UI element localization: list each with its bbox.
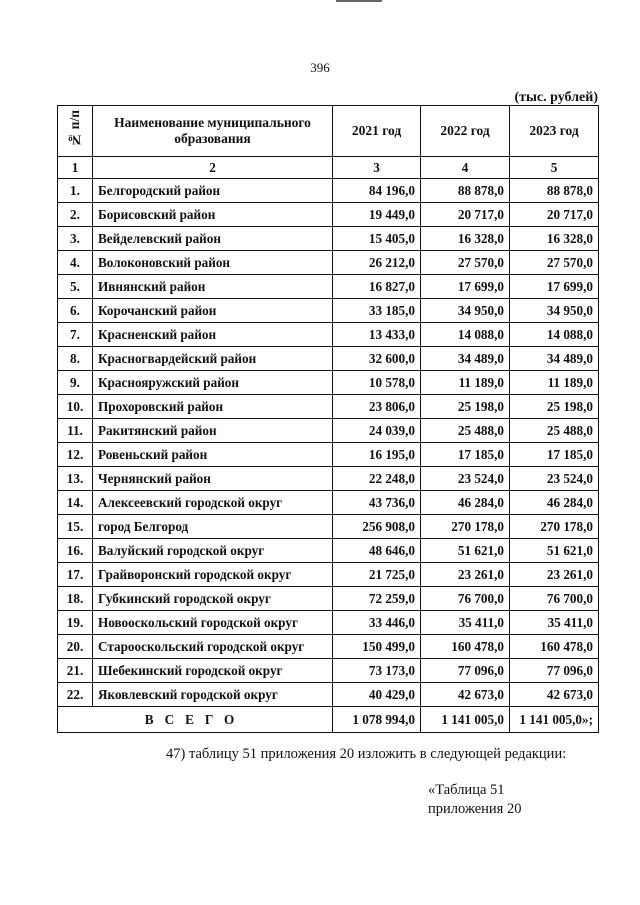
row-number: 9.: [58, 371, 93, 395]
value-2021: 84 196,0: [333, 179, 421, 203]
table-row: [58, 611, 599, 635]
value-2023: 42 673,0: [510, 683, 599, 707]
municipality-name: Алексеевский городской округ: [93, 491, 333, 515]
table-reference-line: «Таблица 51: [428, 782, 505, 798]
table-row: [58, 467, 599, 491]
municipality-name: Красногвардейский район: [93, 347, 333, 371]
value-2021: 150 499,0: [333, 635, 421, 659]
value-2022: 42 673,0: [421, 683, 510, 707]
value-2023: 17 185,0: [510, 443, 599, 467]
row-number: 14.: [58, 491, 93, 515]
value-2023: 35 411,0: [510, 611, 599, 635]
row-number: 5.: [58, 275, 93, 299]
table-row: [58, 227, 599, 251]
value-2022: 17 699,0: [421, 275, 510, 299]
value-2021: 24 039,0: [333, 419, 421, 443]
value-2021: 26 212,0: [333, 251, 421, 275]
value-2023: 25 488,0: [510, 419, 599, 443]
table-body: [58, 179, 599, 707]
value-2022: 160 478,0: [421, 635, 510, 659]
municipality-name: Корочанский район: [93, 299, 333, 323]
table-row: [58, 443, 599, 467]
value-2022: 16 328,0: [421, 227, 510, 251]
total-2023: 1 141 005,0»;: [510, 707, 599, 733]
row-number: 4.: [58, 251, 93, 275]
row-number: 8.: [58, 347, 93, 371]
table-row: [58, 299, 599, 323]
row-number: 21.: [58, 659, 93, 683]
value-2023: 76 700,0: [510, 587, 599, 611]
header-2022: 2022 год: [421, 106, 510, 157]
amendment-paragraph: 47) таблицу 51 приложения 20 изложить в следующей редакции:: [166, 746, 567, 762]
municipality-name: Новооскольский городской округ: [93, 611, 333, 635]
header-2023: 2023 год: [510, 106, 599, 157]
value-2021: 21 725,0: [333, 563, 421, 587]
municipality-name: Губкинский городской округ: [93, 587, 333, 611]
table-row: [58, 587, 599, 611]
value-2023: 46 284,0: [510, 491, 599, 515]
value-2022: 11 189,0: [421, 371, 510, 395]
total-label: ВСЕГО: [58, 707, 333, 733]
value-2021: 23 806,0: [333, 395, 421, 419]
column-number: 5: [510, 157, 599, 179]
value-2021: 72 259,0: [333, 587, 421, 611]
municipality-name: Волоконовский район: [93, 251, 333, 275]
value-2022: 46 284,0: [421, 491, 510, 515]
value-2021: 33 185,0: [333, 299, 421, 323]
row-number: 10.: [58, 395, 93, 419]
municipality-name: город Белгород: [93, 515, 333, 539]
value-2021: 22 248,0: [333, 467, 421, 491]
value-2021: 32 600,0: [333, 347, 421, 371]
value-2022: 20 717,0: [421, 203, 510, 227]
municipality-name: Прохоровский район: [93, 395, 333, 419]
units-label: (тыс. рублей): [514, 90, 598, 105]
table-row: [58, 323, 599, 347]
table-row: [58, 635, 599, 659]
value-2022: 76 700,0: [421, 587, 510, 611]
row-number: 22.: [58, 683, 93, 707]
row-number: 16.: [58, 539, 93, 563]
value-2023: 34 489,0: [510, 347, 599, 371]
column-numbers-row: [58, 157, 599, 179]
value-2022: 14 088,0: [421, 323, 510, 347]
row-number: 18.: [58, 587, 93, 611]
table-header-row: [58, 106, 599, 157]
municipality-name: Валуйский городской округ: [93, 539, 333, 563]
value-2023: 17 699,0: [510, 275, 599, 299]
row-number: 19.: [58, 611, 93, 635]
municipality-name: Чернянский район: [93, 467, 333, 491]
value-2021: 33 446,0: [333, 611, 421, 635]
table-row: [58, 371, 599, 395]
total-2022: 1 141 005,0: [421, 707, 510, 733]
total-2021: 1 078 994,0: [333, 707, 421, 733]
table-row: [58, 659, 599, 683]
value-2022: 51 621,0: [421, 539, 510, 563]
value-2022: 88 878,0: [421, 179, 510, 203]
value-2022: 35 411,0: [421, 611, 510, 635]
value-2023: 23 524,0: [510, 467, 599, 491]
municipality-name: Ракитянский район: [93, 419, 333, 443]
row-number: 2.: [58, 203, 93, 227]
value-2021: 256 908,0: [333, 515, 421, 539]
row-number: 13.: [58, 467, 93, 491]
municipality-name: Яковлевский городской округ: [93, 683, 333, 707]
row-number: 15.: [58, 515, 93, 539]
municipality-name: Борисовский район: [93, 203, 333, 227]
table-reference-line: приложения 20: [428, 801, 522, 817]
value-2023: 77 096,0: [510, 659, 599, 683]
table-row: [58, 203, 599, 227]
value-2021: 16 827,0: [333, 275, 421, 299]
value-2023: 16 328,0: [510, 227, 599, 251]
municipality-name: Грайворонский городской округ: [93, 563, 333, 587]
value-2022: 17 185,0: [421, 443, 510, 467]
municipality-name: Красненский район: [93, 323, 333, 347]
table-row: [58, 539, 599, 563]
value-2023: 14 088,0: [510, 323, 599, 347]
value-2022: 25 198,0: [421, 395, 510, 419]
value-2021: 43 736,0: [333, 491, 421, 515]
row-number: 11.: [58, 419, 93, 443]
row-number: 3.: [58, 227, 93, 251]
row-number: 17.: [58, 563, 93, 587]
header-number: № п/п: [58, 106, 93, 157]
value-2021: 40 429,0: [333, 683, 421, 707]
table-row: [58, 563, 599, 587]
table-reference: [428, 781, 521, 819]
value-2021: 10 578,0: [333, 371, 421, 395]
municipality-name: Белгородский район: [93, 179, 333, 203]
column-number: 4: [421, 157, 510, 179]
table-row: [58, 683, 599, 707]
table-row: [58, 515, 599, 539]
value-2022: 270 178,0: [421, 515, 510, 539]
value-2022: 34 489,0: [421, 347, 510, 371]
value-2023: 11 189,0: [510, 371, 599, 395]
value-2023: 23 261,0: [510, 563, 599, 587]
municipality-name: Ивнянский район: [93, 275, 333, 299]
row-number: 12.: [58, 443, 93, 467]
value-2023: 27 570,0: [510, 251, 599, 275]
table-row: [58, 347, 599, 371]
municipality-name: Старооскольский городской округ: [93, 635, 333, 659]
value-2021: 48 646,0: [333, 539, 421, 563]
municipality-name: Ровеньский район: [93, 443, 333, 467]
total-row: [58, 707, 599, 733]
table-row: [58, 491, 599, 515]
value-2022: 25 488,0: [421, 419, 510, 443]
value-2023: 34 950,0: [510, 299, 599, 323]
row-number: 1.: [58, 179, 93, 203]
value-2023: 160 478,0: [510, 635, 599, 659]
header-2021: 2021 год: [333, 106, 421, 157]
table-row: [58, 275, 599, 299]
value-2023: 88 878,0: [510, 179, 599, 203]
value-2022: 27 570,0: [421, 251, 510, 275]
table-row: [58, 395, 599, 419]
value-2021: 13 433,0: [333, 323, 421, 347]
value-2022: 77 096,0: [421, 659, 510, 683]
column-number: 3: [333, 157, 421, 179]
value-2022: 23 261,0: [421, 563, 510, 587]
row-number: 7.: [58, 323, 93, 347]
column-number: 2: [93, 157, 333, 179]
value-2023: 51 621,0: [510, 539, 599, 563]
municipality-name: Краснояружский район: [93, 371, 333, 395]
value-2023: 20 717,0: [510, 203, 599, 227]
municipality-name: Вейделевский район: [93, 227, 333, 251]
municipality-name: Шебекинский городской округ: [93, 659, 333, 683]
value-2021: 73 173,0: [333, 659, 421, 683]
row-number: 20.: [58, 635, 93, 659]
value-2021: 15 405,0: [333, 227, 421, 251]
table-row: [58, 419, 599, 443]
budget-table: [57, 105, 599, 733]
page-number: 396: [310, 60, 330, 75]
header-name: Наименование муниципального образования: [93, 106, 333, 157]
value-2021: 19 449,0: [333, 203, 421, 227]
value-2023: 25 198,0: [510, 395, 599, 419]
scan-mark: [336, 0, 382, 2]
table-row: [58, 251, 599, 275]
column-number: 1: [58, 157, 93, 179]
row-number: 6.: [58, 299, 93, 323]
table-row: [58, 179, 599, 203]
value-2021: 16 195,0: [333, 443, 421, 467]
value-2023: 270 178,0: [510, 515, 599, 539]
value-2022: 23 524,0: [421, 467, 510, 491]
value-2022: 34 950,0: [421, 299, 510, 323]
